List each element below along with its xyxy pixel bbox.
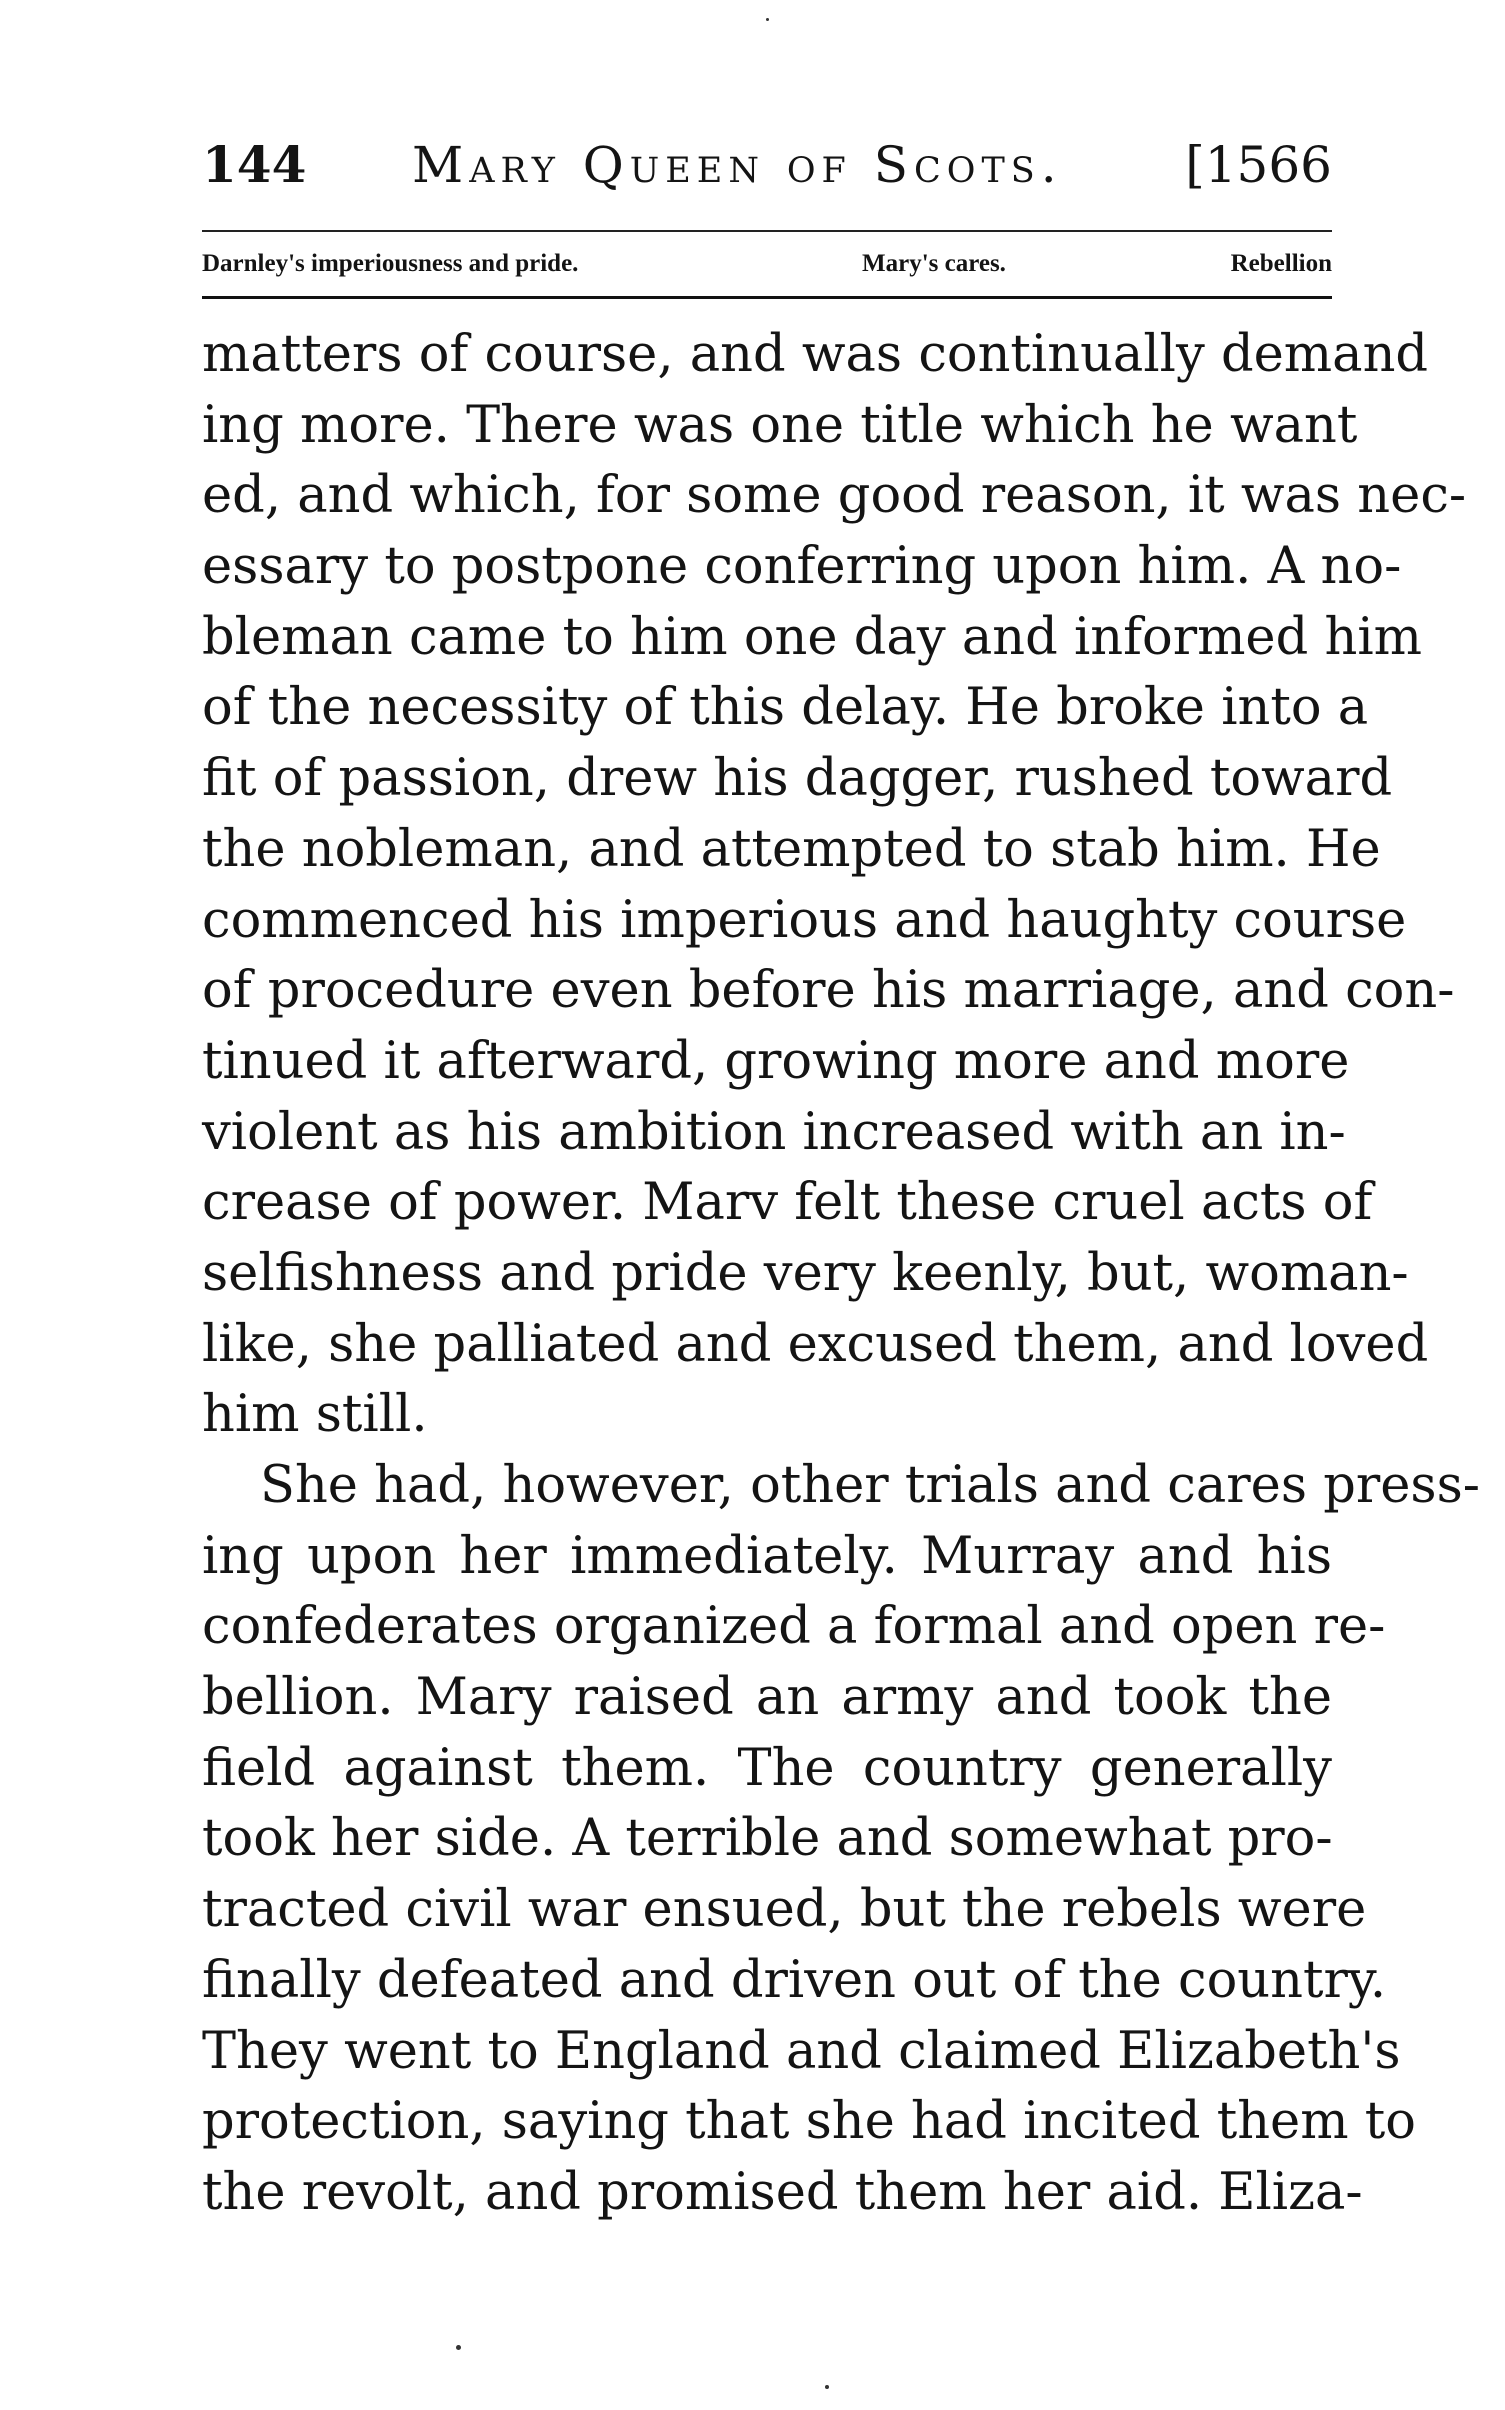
- text-line: ing more. There was one title which he want: [202, 395, 1358, 455]
- text-line: She had, however, other trials and cares press-: [260, 1456, 1480, 1515]
- running-head: [202, 130, 1332, 200]
- text-line: finally defeated and driven out of the country.: [202, 1950, 1387, 2010]
- speck: [825, 2385, 829, 2389]
- speck: [456, 2345, 461, 2350]
- side-notes-rule: [202, 296, 1332, 299]
- text-line: tinued it afterward, growing more and more: [202, 1031, 1350, 1091]
- text-line: bellion. Mary raised an army and took the: [202, 1668, 1332, 1728]
- body-text: [202, 320, 1480, 2229]
- text-line: of the necessity of this delay. He broke into a: [202, 678, 1369, 738]
- side-note: Darnley's imperiousness and pride.: [202, 250, 579, 277]
- text-line: ing upon her immediately. Murray and his: [202, 1526, 1332, 1586]
- text-line: essary to postpone conferring upon him. A no-: [202, 537, 1402, 597]
- side-note: Rebellion: [1230, 250, 1332, 277]
- side-note: Mary's cares.: [862, 250, 1006, 277]
- text-line: They went to England and claimed Elizabeth's: [202, 2021, 1401, 2081]
- text-line: matters of course, and was continually demand: [202, 325, 1429, 384]
- header-year: [1566: [1185, 136, 1332, 194]
- text-line: bleman came to him one day and informed him: [202, 607, 1422, 667]
- page-number: 144: [202, 135, 307, 194]
- header-rule: [202, 230, 1332, 232]
- text-line: the revolt, and promised them her aid. Eliza-: [202, 2162, 1363, 2222]
- side-notes: [202, 240, 1332, 288]
- text-line: field against them. The country generally: [202, 1738, 1332, 1798]
- text-line: fit of passion, drew his dagger, rushed toward: [202, 749, 1393, 809]
- text-line: the nobleman, and attempted to stab him. He: [202, 819, 1381, 879]
- text-line: him still.: [202, 1385, 428, 1445]
- text-line: ed, and which, for some good reason, it was nec-: [202, 466, 1467, 526]
- book-title: Mary Queen of Scots.: [412, 136, 1063, 194]
- text-line: commenced his imperious and haughty course: [202, 890, 1407, 950]
- text-line: crease of power. Marv felt these cruel acts of: [202, 1173, 1373, 1233]
- speck: [766, 18, 769, 21]
- text-line: protection, saying that she had incited them to: [202, 2092, 1416, 2152]
- text-line: tracted civil war ensued, but the rebels were: [202, 1880, 1367, 1940]
- text-line: like, she palliated and excused them, and loved: [202, 1314, 1429, 1374]
- text-line: confederates organized a formal and open re-: [202, 1597, 1386, 1657]
- text-line: selfishness and pride very keenly, but, woman-: [202, 1243, 1409, 1303]
- text-line: took her side. A terrible and somewhat pro-: [202, 1809, 1333, 1869]
- text-line: violent as his ambition increased with an in-: [202, 1102, 1346, 1162]
- text-line: of procedure even before his marriage, and con-: [202, 961, 1455, 1021]
